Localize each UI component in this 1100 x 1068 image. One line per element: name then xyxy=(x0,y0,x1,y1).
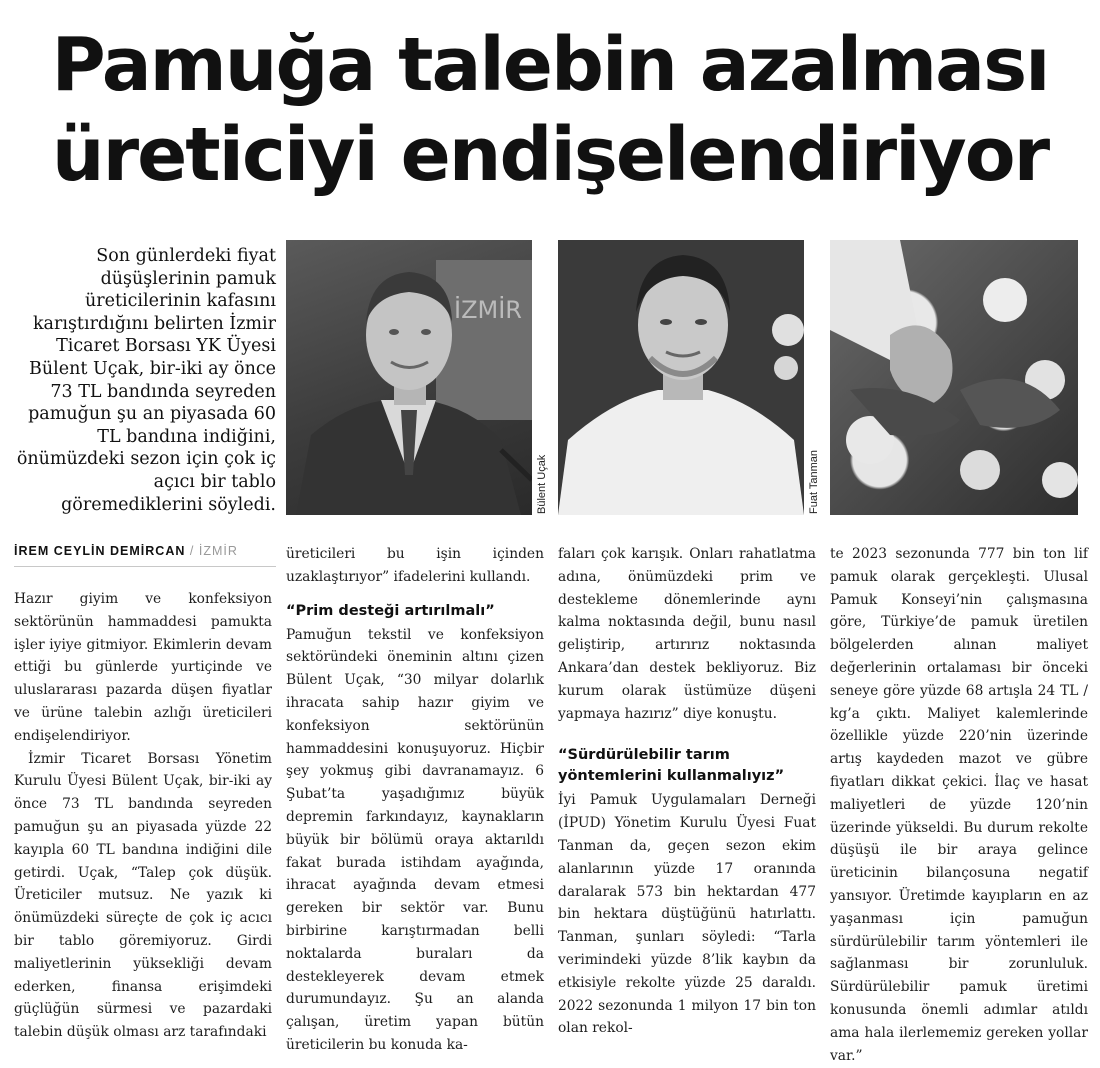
author-name: İREM CEYLİN DEMİRCAN xyxy=(14,544,186,558)
c4-paragraph-1: te 2023 sezonunda 777 bin ton lif pamuk olarak gerçekleşti. Ulusal Pamuk Konseyi’nin çalışmasına göre, Türkiye’de pamuk üretilen bölgelerden alınan maliyet değerlerinin ortalaması bir önceki seneye göre yüzde 68 artışla 24 TL / kg’a çıktı. Maliyet kalemlerinde özellikle yüzde 220’nin üzerinde artış kaydeden mazot ve gübre fiyatları dikkat çekici. İlaç ve hasat maliyetleri de yüzde 120’nin üzerinde yükseldi. Bu durum rekolte düşüşü ile bir araya gelince üreticinin bilançosuna negatif yansıyor. Üretimde kayıpların en az yaşanması için pamuğun sürdürülebilir tarım yöntemleri ile sağlanması bir zorunluluk. Sürdürülebilir pamuk üretimi konusunda önemli adımlar atıldı ama hala ilerlememiz gereken yollar var.” xyxy=(830,546,1088,1064)
column-2 xyxy=(286,543,544,1057)
headline-line-2: üreticiyi endişelendiriyor xyxy=(51,112,1049,198)
cotton-illustration xyxy=(830,240,1078,515)
column-1 xyxy=(14,588,272,1044)
photo-cotton-field xyxy=(830,240,1078,515)
c2-paragraph-1: üreticileri bu işin içinden uzaklaştırıyor” ifadelerini kullandı. xyxy=(286,546,544,585)
subheading-prim-destegi: “Prim desteği artırılmalı” xyxy=(286,602,495,619)
photo-caption-1: Bülent Uçak xyxy=(536,454,548,514)
column-4 xyxy=(830,543,1088,1067)
c3-paragraph-2: İyi Pamuk Uygulamaları Derneği (İPUD) Yönetim Kurulu Üyesi Fuat Tanman da, geçen sezon ekim alanlarının yüzde 17 oranında daralarak 573 bin hektardan 477 bin hektara düştüğünü hatırlattı. Tanman, şunları söyledi: “Tarla verimindeki yüzde 8’lik kaybın da etkisiyle rekolte yüzde 25 daraldı. 2022 sezonunda 1 milyon 17 bin ton olan rekol- xyxy=(558,792,816,1037)
headline-line-1: Pamuğa talebin azalması xyxy=(51,22,1049,108)
c3-paragraph-1: faları çok karışık. Onları rahatlatma adına, önümüzdeki prim ve destekleme dönemlerinde aynı kalma noktasında değil, bunu nasıl geliştirip, artırırız noktasında Ankara’dan destek bekliyoruz. Biz kurum olarak üstümüze düşeni yapmaya hazırız” diye konuştu. xyxy=(558,546,816,722)
svg-text:İZMİR: İZMİR xyxy=(454,296,522,324)
column-3 xyxy=(558,543,816,1040)
byline xyxy=(14,544,276,558)
byline-rule xyxy=(14,566,276,567)
subheading-surdurulebilir: “Sürdürülebilir tarım yöntemlerini kullanmalıyız” xyxy=(558,747,785,785)
c1-paragraph-1: Hazır giyim ve konfeksiyon sektörünün hammaddesi pamukta işler iyiye gitmiyor. Ekimlerin devam ettiği bu günlerde yurtiçinde ve uluslararası pazarda düşen fiyatlar ve ürüne talebin azlığı üreticileri endişelendiriyor. xyxy=(14,591,272,744)
byline-city: İZMİR xyxy=(198,544,238,558)
photo-fuat-tanman xyxy=(558,240,804,515)
lead-paragraph: Son günlerdeki fiyat düşüşlerinin pamuk üreticilerinin kafasını karıştırdığını belirten İzmir Ticaret Borsası YK Üyesi Bülent Uçak, bir-iki ay önce 73 TL bandında seyreden pamuğun şu an piyasada 60 TL bandına indiğini, önümüzdeki sezon için çok iç açıcı bir tablo göremediklerini söyledi. xyxy=(16,246,276,515)
portrait-illustration-2 xyxy=(558,240,804,515)
c1-paragraph-2: İzmir Ticaret Borsası Yönetim Kurulu Üyesi Bülent Uçak, bir-iki ay önce 73 TL bandında seyreden pamuğun şu an piyasada yüzde 22 kayıpla 60 TL bandına indiğini dile getirdi. Uçak, “Talep çok düşük. Üreticiler mutsuz. Ne yazık ki önümüzdeki süreçte de çok iç acıcı bir tablo göremiyoruz. Girdi maliyetlerinin yüksekliği devam ederken, finansa erişimdeki güçlüğün sürmesi ve pazardaki talebin düşük olması arz tarafındaki xyxy=(14,750,272,1041)
portrait-illustration xyxy=(286,240,532,515)
photo-bulent-ucak xyxy=(286,240,532,515)
photo-caption-2: Fuat Tanman xyxy=(808,449,820,514)
byline-separator: / xyxy=(189,544,195,558)
c2-paragraph-2: Pamuğun tekstil ve konfeksiyon sektöründeki öneminin altını çizen Bülent Uçak, “30 milyar dolarlık ihracata sahip hazır giyim ve konfeksiyon sektörünün hammaddesini konuşuyoruz. Hiçbir şey yokmuş gibi davranamayız. 6 Şubat’ta yaşadığımız büyük depremin farkındayız, kaynakların büyük bir bölümü oraya aktarıldı fakat burada istihdam ayağında, ihracat ayağında devam etmesi gereken bir sektör var. Bunu birbirine karıştırmadan belli noktalarda buraları da destekleyerek devam etmek durumundayız. Şu an alanda çalışan, üretim yapan bütün üreticilerin bu konuda ka- xyxy=(286,626,544,1053)
